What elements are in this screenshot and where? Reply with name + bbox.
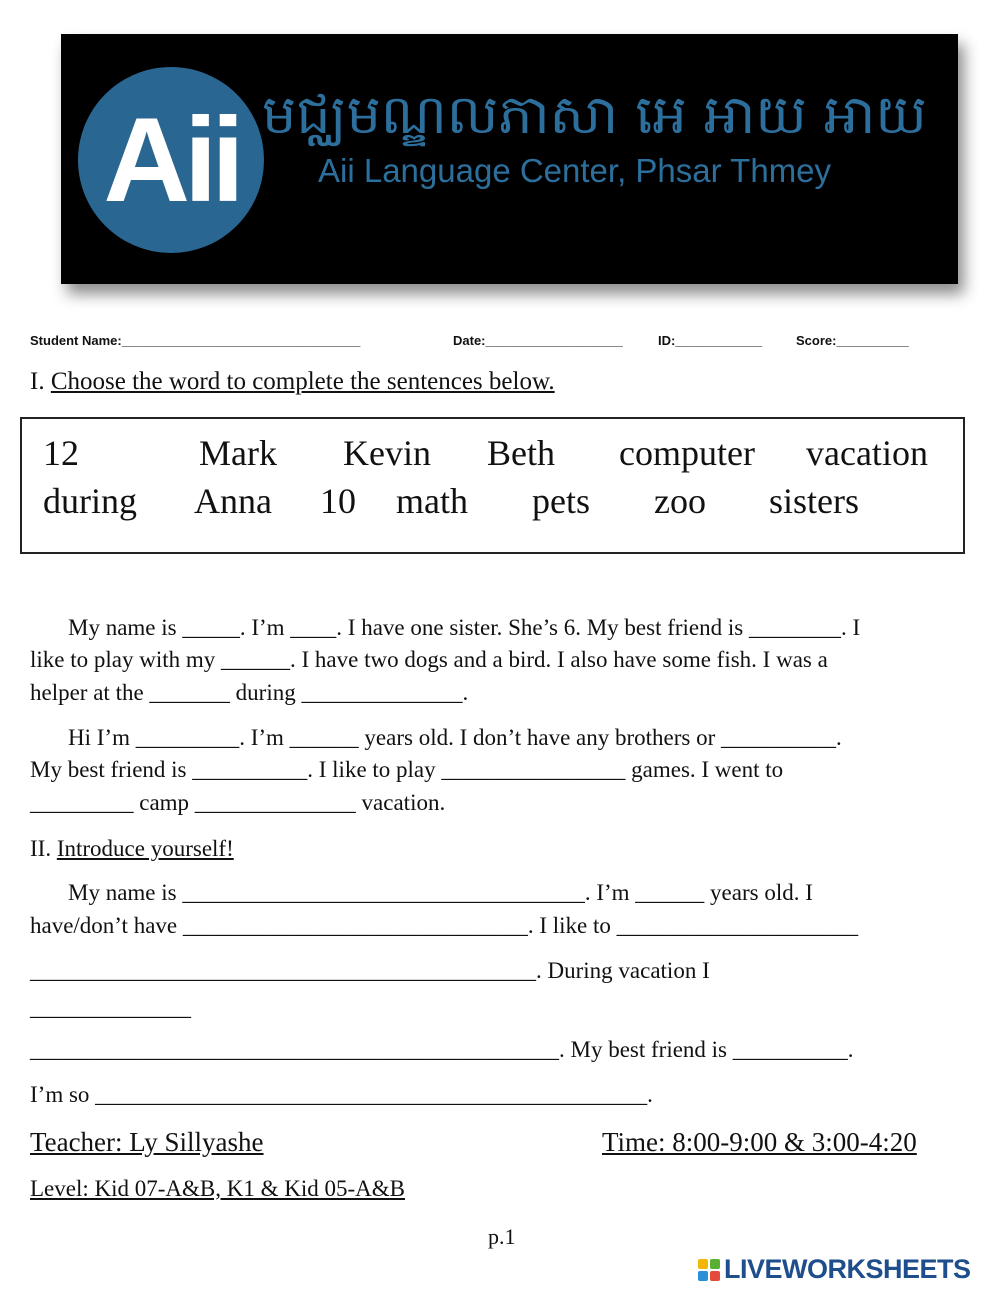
time-label: Time: 8:00-9:00 & 3:00-4:20	[602, 1127, 917, 1157]
section-1-number: I.	[30, 368, 45, 395]
liveworksheets-watermark: LIVEWORKSHEETS	[724, 1254, 971, 1284]
level-label: Level: Kid 07-A&B, K1 & Kid 05-A&B	[30, 1176, 405, 1201]
word-bank-item: during	[43, 481, 137, 521]
section-1-heading	[30, 368, 555, 396]
word-bank-item: Anna	[194, 481, 272, 521]
paragraph-3-line[interactable]: ____________________________________________. During vacation I	[30, 958, 710, 983]
paragraph-3-line[interactable]: I’m so ________________________________________________.	[30, 1082, 653, 1107]
paragraph-3-line[interactable]: ______________	[30, 995, 191, 1020]
score-field[interactable]: Score:__________	[796, 333, 909, 348]
paragraph-3-line[interactable]: My name is ___________________________________. I’m ______ years old. I	[68, 880, 813, 905]
word-bank-item: zoo	[654, 481, 706, 521]
page-number: p.1	[488, 1224, 516, 1249]
word-bank-item: 12	[43, 433, 79, 473]
section-2-number: II.	[30, 836, 52, 861]
paragraph-1-line[interactable]: like to play with my ______. I have two dogs and a bird. I also have some fish. I was a	[30, 647, 828, 672]
student-name-field[interactable]: Student Name:_________________________________	[30, 333, 361, 348]
word-bank-item: vacation	[806, 433, 928, 473]
paragraph-2-line[interactable]: Hi I’m _________. I’m ______ years old. I don’t have any brothers or __________.	[68, 725, 842, 750]
paragraph-3-line[interactable]: ______________________________________________. My best friend is __________.	[30, 1037, 854, 1062]
word-bank-item: Kevin	[343, 433, 431, 473]
section-1-title: Choose the word to complete the sentences below.	[50, 368, 555, 395]
teacher-label: Teacher: Ly Sillyashe	[30, 1127, 264, 1157]
paragraph-3-line[interactable]: have/don’t have ______________________________. I like to _____________________	[30, 913, 859, 938]
id-field[interactable]: ID:____________	[658, 333, 763, 348]
liveworksheets-logo-icon	[698, 1259, 720, 1281]
khmer-center-title: មជ្ឈមណ្ឌលភាសា អេ អាយ អាយ	[262, 83, 927, 146]
word-bank-item: Mark	[199, 433, 277, 473]
center-name: Aii Language Center, Phsar Thmey	[318, 152, 832, 189]
word-bank-item: math	[396, 481, 468, 521]
word-bank-item: sisters	[769, 481, 859, 521]
word-bank-item: Beth	[487, 433, 555, 473]
section-2-title: Introduce yourself!	[56, 836, 234, 861]
word-bank-item: computer	[619, 433, 755, 473]
date-field[interactable]: Date:___________________	[453, 333, 623, 348]
logo-text: Aii	[103, 93, 239, 227]
word-bank-item: pets	[532, 481, 590, 521]
paragraph-1-line[interactable]: My name is _____. I’m ____. I have one sister. She’s 6. My best friend is ________. I	[68, 615, 861, 640]
paragraph-1-line[interactable]: helper at the _______ during ______________.	[30, 680, 469, 705]
word-bank-item: 10	[320, 481, 356, 521]
paragraph-2-line[interactable]: My best friend is __________. I like to play ________________ games. I went to	[30, 757, 784, 782]
section-2-heading	[30, 836, 234, 862]
paragraph-2-line[interactable]: _________ camp ______________ vacation.	[30, 790, 446, 815]
